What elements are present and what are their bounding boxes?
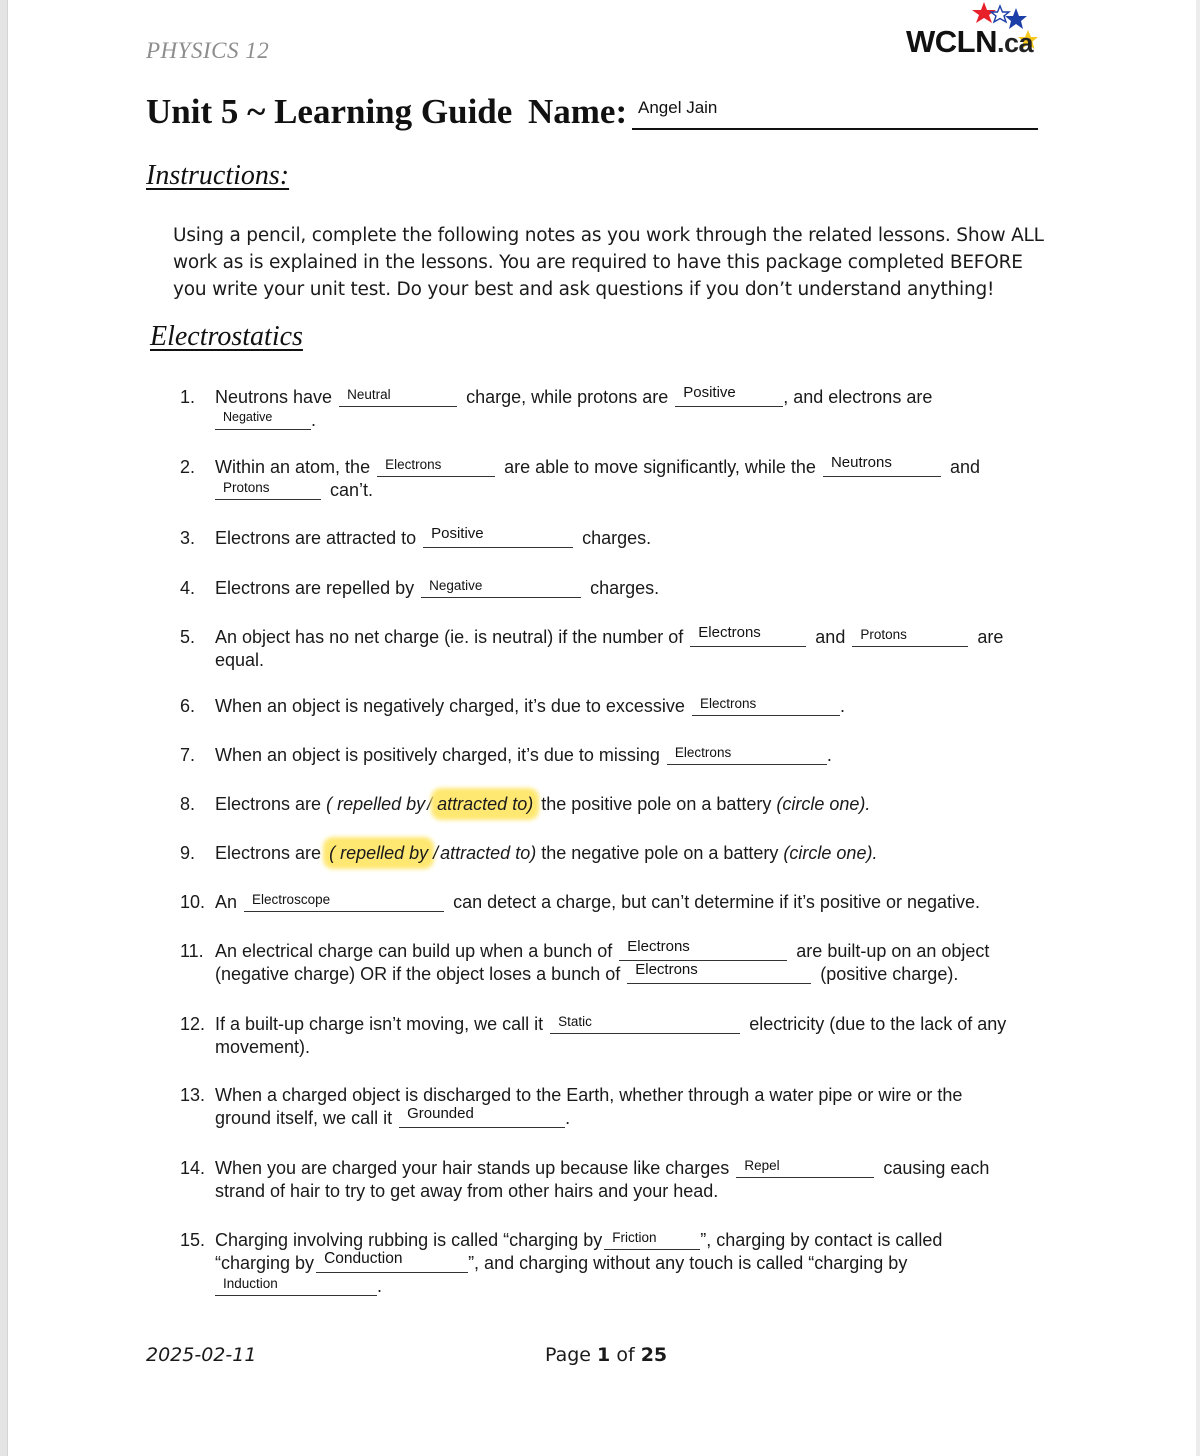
question-number: 3. bbox=[180, 528, 196, 548]
question-text: . bbox=[565, 1108, 571, 1128]
question-text: . bbox=[377, 1276, 383, 1296]
question-number: 10. bbox=[180, 892, 206, 912]
answer-blank[interactable] bbox=[215, 409, 311, 430]
question-text: charge, while protons are bbox=[466, 387, 669, 407]
course-label: PHYSICS 12 bbox=[146, 38, 270, 63]
question-number: 14. bbox=[180, 1158, 206, 1178]
answer-text: Neutral bbox=[347, 387, 391, 402]
logo-suffix: .ca bbox=[996, 28, 1034, 58]
question-text: (positive charge). bbox=[820, 964, 959, 984]
answer-blank[interactable] bbox=[550, 1013, 740, 1034]
page-current: 1 bbox=[597, 1344, 611, 1366]
question-number: 4. bbox=[180, 578, 196, 598]
page-word: Page bbox=[545, 1344, 591, 1366]
question-text: . bbox=[826, 745, 832, 765]
question-text: ”, and charging without any touch is called “charging by bbox=[468, 1253, 908, 1273]
question-text: and bbox=[815, 627, 846, 647]
answer-text: Induction bbox=[223, 1276, 278, 1291]
answer-blank[interactable] bbox=[339, 386, 457, 407]
page-total: 25 bbox=[640, 1344, 668, 1366]
question-text: the negative pole on a battery bbox=[541, 843, 779, 863]
answer-blank[interactable] bbox=[316, 1252, 468, 1273]
question-text: , and electrons are bbox=[783, 387, 933, 407]
question-text: charges. bbox=[590, 578, 660, 598]
answer-text: Protons bbox=[860, 627, 907, 642]
answer-text: Grounded bbox=[407, 1105, 474, 1122]
question-number: 9. bbox=[180, 843, 196, 863]
answer-blank[interactable] bbox=[823, 456, 941, 477]
question-text: ”, charging by contact is called bbox=[700, 1230, 943, 1250]
question-text: Electrons are attracted to bbox=[215, 528, 417, 548]
question-text: the positive pole on a battery bbox=[541, 794, 772, 814]
answer-blank[interactable] bbox=[675, 386, 783, 407]
question-text: causing each bbox=[883, 1158, 990, 1178]
option-repelled-by[interactable]: ( repelled by bbox=[326, 794, 426, 814]
answer-blank[interactable] bbox=[421, 577, 581, 598]
footer-page-number bbox=[545, 1344, 667, 1366]
question-text: If a built-up charge isn’t moving, we call it bbox=[215, 1014, 544, 1034]
question-number: 15. bbox=[180, 1230, 206, 1250]
question-text: An bbox=[215, 892, 238, 912]
name-field[interactable] bbox=[632, 96, 1038, 130]
answer-text: Friction bbox=[612, 1230, 657, 1245]
question-text: (circle one). bbox=[783, 843, 878, 863]
answer-text: Electrons bbox=[698, 624, 761, 641]
question-number: 12. bbox=[180, 1014, 206, 1034]
question-text: strand of hair to try to get away from other hairs and your head. bbox=[215, 1181, 719, 1201]
option-attracted-to-selected[interactable]: attracted to) bbox=[434, 791, 536, 817]
name-value: Angel Jain bbox=[638, 98, 718, 117]
page-right-edge bbox=[1196, 0, 1200, 1456]
answer-blank[interactable] bbox=[627, 963, 811, 984]
question-text: can’t. bbox=[330, 480, 374, 500]
wcln-logo bbox=[902, 0, 1062, 70]
answer-text: Positive bbox=[683, 384, 736, 401]
footer-date: 2025-02-11 bbox=[146, 1344, 257, 1366]
answer-blank[interactable] bbox=[604, 1229, 700, 1250]
answer-blank[interactable] bbox=[667, 744, 827, 765]
answer-blank[interactable] bbox=[736, 1157, 874, 1178]
answer-text: Electrons bbox=[627, 938, 690, 955]
answer-text: Negative bbox=[429, 578, 483, 593]
question-number: 6. bbox=[180, 696, 196, 716]
answer-blank[interactable] bbox=[852, 626, 968, 647]
answer-text: Static bbox=[558, 1014, 592, 1029]
question-text: can detect a charge, but can’t determine if it’s positive or negative. bbox=[453, 892, 981, 912]
answer-text: Neutrons bbox=[830, 454, 892, 471]
question-text: charges. bbox=[582, 528, 652, 548]
logo-text bbox=[906, 24, 1033, 60]
question-text: . bbox=[311, 410, 317, 430]
question-text: are built-up on an object bbox=[796, 941, 990, 961]
question-text: An electrical charge can build up when a bunch of bbox=[215, 941, 613, 961]
question-text: Within an atom, the bbox=[215, 457, 371, 477]
answer-text: Conduction bbox=[324, 1250, 403, 1267]
question-text: An object has no net charge (ie. is neutral) if the number of bbox=[215, 627, 684, 647]
question-text: ground itself, we call it bbox=[215, 1108, 393, 1128]
answer-text: Protons bbox=[223, 480, 270, 495]
answer-text: Electrons bbox=[635, 961, 698, 978]
option-separator: / bbox=[427, 794, 433, 814]
page-left-edge bbox=[0, 0, 8, 1456]
answer-text: Electrons bbox=[674, 745, 732, 760]
question-text: and bbox=[949, 457, 981, 477]
logo-main: WCLN bbox=[906, 24, 997, 59]
answer-text: Repel bbox=[744, 1158, 780, 1173]
question-text: (circle one). bbox=[776, 794, 871, 814]
instructions-text: Using a pencil, complete the following notes as you work through the related lessons. Show ALL work as is explained in the lessons. You are required to have this package completed BEFORE you write your unit test. Do your best and ask questions if you don’t understand anything! bbox=[173, 225, 1044, 300]
answer-text: Positive bbox=[431, 525, 484, 542]
question-text: Electrons are bbox=[215, 794, 322, 814]
question-number: 2. bbox=[180, 457, 196, 477]
question-text: (negative charge) OR if the object loses a bunch of bbox=[215, 964, 621, 984]
question-text: Charging involving rubbing is called “charging by bbox=[215, 1230, 603, 1250]
question-text: When a charged object is discharged to the Earth, whether through a water pipe or wire or the bbox=[215, 1085, 963, 1105]
answer-blank[interactable] bbox=[692, 695, 840, 716]
question-text: . bbox=[839, 696, 845, 716]
of-word: of bbox=[616, 1344, 635, 1366]
question-text: electricity (due to the lack of any bbox=[749, 1014, 1007, 1034]
question-text: movement). bbox=[215, 1037, 311, 1057]
answer-blank[interactable] bbox=[690, 626, 806, 647]
question-number: 13. bbox=[180, 1085, 206, 1105]
page-title: Unit 5 ~ Learning Guide bbox=[146, 92, 513, 131]
question-text: are able to move significantly, while the bbox=[504, 457, 816, 477]
answer-blank[interactable] bbox=[244, 891, 444, 912]
answer-text: Electrons bbox=[385, 457, 442, 472]
answer-blank[interactable] bbox=[399, 1107, 565, 1128]
question-text: Electrons are repelled by bbox=[215, 578, 415, 598]
question-text: are bbox=[977, 627, 1004, 647]
question-number: 11. bbox=[180, 941, 204, 961]
instructions-heading: Instructions: bbox=[146, 160, 290, 191]
question-text: equal. bbox=[215, 650, 265, 670]
option-separator: / bbox=[433, 843, 439, 863]
question-number: 1. bbox=[180, 387, 196, 407]
question-text: Electrons are bbox=[215, 843, 322, 863]
question-text: Neutrons have bbox=[215, 387, 333, 407]
option-attracted-to[interactable]: attracted to) bbox=[440, 843, 537, 863]
question-text: When an object is negatively charged, it’s due to excessive bbox=[215, 696, 685, 716]
answer-text: Negative bbox=[223, 410, 273, 424]
name-label: Name: bbox=[528, 92, 628, 131]
answer-text: Electroscope bbox=[252, 892, 331, 907]
question-number: 5. bbox=[180, 627, 196, 647]
answer-blank[interactable] bbox=[215, 479, 321, 500]
question-text: When an object is positively charged, it’s due to missing bbox=[215, 745, 660, 765]
question-number: 8. bbox=[180, 794, 196, 814]
option-repelled-by-selected[interactable]: ( repelled by bbox=[326, 840, 431, 866]
answer-text: Electrons bbox=[699, 696, 757, 711]
question-text: “charging by bbox=[215, 1253, 315, 1273]
electrostatics-heading: Electrostatics bbox=[150, 321, 303, 352]
answer-blank[interactable] bbox=[377, 456, 495, 477]
question-number: 7. bbox=[180, 745, 196, 765]
answer-blank[interactable] bbox=[215, 1275, 377, 1296]
answer-blank[interactable] bbox=[423, 527, 573, 548]
question-text: When you are charged your hair stands up because like charges bbox=[215, 1158, 730, 1178]
